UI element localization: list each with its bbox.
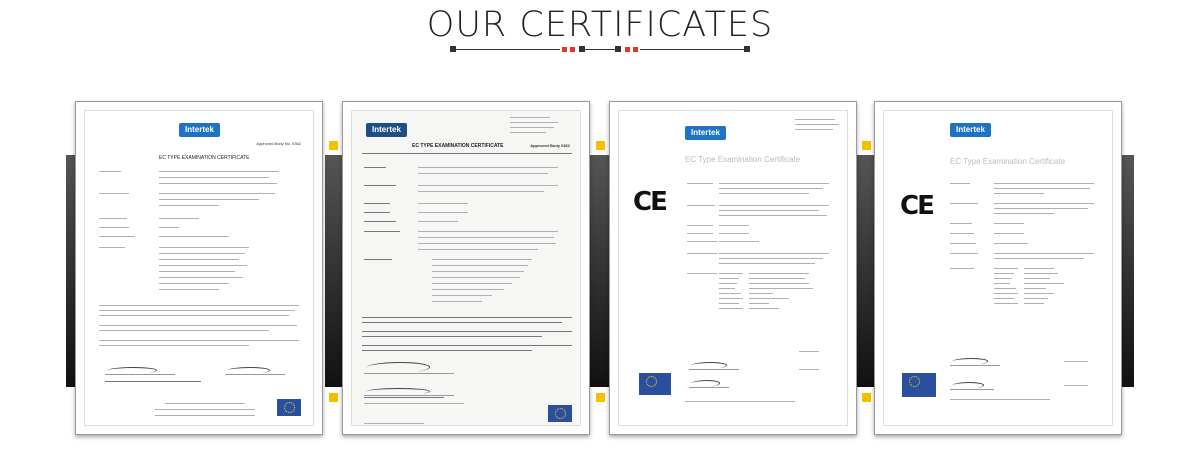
text-line xyxy=(362,336,542,337)
text-line xyxy=(364,259,392,260)
text-line xyxy=(99,340,299,341)
text-line xyxy=(155,409,255,410)
text-line xyxy=(159,259,239,260)
text-line xyxy=(994,188,1090,189)
text-line xyxy=(687,253,717,254)
intertek-logo: Intertek xyxy=(685,126,726,140)
text-line xyxy=(159,265,247,266)
text-line xyxy=(159,247,249,248)
certificate-card[interactable] xyxy=(874,101,1122,435)
intertek-logo: Intertek xyxy=(366,123,407,137)
text-line xyxy=(994,243,1028,244)
text-line xyxy=(362,153,572,154)
certificate-card[interactable] xyxy=(342,101,590,435)
text-line xyxy=(719,288,735,289)
text-line xyxy=(159,171,279,172)
accent-square xyxy=(862,141,871,150)
text-line xyxy=(364,231,400,232)
text-line xyxy=(799,351,819,352)
text-line xyxy=(994,303,1018,304)
signature xyxy=(225,366,285,375)
text-line xyxy=(432,283,512,284)
text-line xyxy=(159,253,245,254)
text-line xyxy=(418,212,468,213)
text-line xyxy=(159,271,235,272)
text-line xyxy=(165,403,245,404)
text-line xyxy=(1064,361,1088,362)
title-divider xyxy=(450,45,750,55)
text-line xyxy=(1024,303,1044,304)
text-line xyxy=(994,283,1010,284)
backdrop-shade xyxy=(857,155,875,387)
text-line xyxy=(99,325,297,326)
signature xyxy=(950,381,994,390)
text-line xyxy=(364,423,424,424)
backdrop-shade xyxy=(325,155,343,387)
text-line xyxy=(362,317,572,318)
certificate-card[interactable] xyxy=(75,101,323,435)
text-line xyxy=(105,381,201,382)
text-line xyxy=(432,295,492,296)
text-line xyxy=(719,210,819,211)
text-line xyxy=(719,233,749,234)
text-line xyxy=(418,167,558,168)
text-line xyxy=(994,183,1094,184)
text-line xyxy=(364,167,386,168)
signature xyxy=(105,366,175,375)
text-line xyxy=(719,283,737,284)
text-line xyxy=(687,225,713,226)
text-line xyxy=(418,243,556,244)
text-line xyxy=(719,241,759,242)
text-line xyxy=(432,265,528,266)
text-line xyxy=(99,315,289,316)
text-line xyxy=(719,183,829,184)
accent-square xyxy=(596,393,605,402)
text-line xyxy=(364,212,390,213)
intertek-logo: Intertek xyxy=(179,123,220,137)
text-line xyxy=(99,193,129,194)
text-line xyxy=(510,132,546,133)
text-line xyxy=(432,271,524,272)
accent-square xyxy=(596,141,605,150)
approved-body-number: Approved Body 0362 xyxy=(530,143,570,148)
text-line xyxy=(159,193,275,194)
text-line xyxy=(432,277,520,278)
text-line xyxy=(159,205,219,206)
text-line xyxy=(99,345,249,346)
eu-flag-icon xyxy=(639,373,671,395)
text-line xyxy=(99,227,129,228)
text-line xyxy=(749,293,773,294)
text-line xyxy=(432,259,532,260)
approved-body-number: Approved Body No. 0362 xyxy=(256,141,301,146)
text-line xyxy=(950,203,978,204)
certificate-paper xyxy=(618,110,848,426)
text-line xyxy=(994,298,1014,299)
text-line xyxy=(418,231,558,232)
text-line xyxy=(950,223,972,224)
text-line xyxy=(994,233,1024,234)
text-line xyxy=(795,119,835,120)
text-line xyxy=(687,233,713,234)
text-line xyxy=(159,277,243,278)
text-line xyxy=(99,247,125,248)
text-line xyxy=(950,268,974,269)
text-line xyxy=(159,199,259,200)
text-line xyxy=(950,399,1050,400)
text-line xyxy=(749,283,809,284)
text-line xyxy=(99,171,121,172)
text-line xyxy=(719,303,739,304)
text-line xyxy=(155,415,255,416)
text-line xyxy=(418,191,544,192)
eu-flag-icon xyxy=(548,405,572,422)
text-line xyxy=(99,305,299,306)
page-title: OUR CERTIFICATES xyxy=(426,5,774,45)
text-line xyxy=(795,129,833,130)
text-line xyxy=(719,253,829,254)
text-line xyxy=(1024,268,1054,269)
text-line xyxy=(364,221,396,222)
text-line xyxy=(510,117,550,118)
text-line xyxy=(719,273,743,274)
text-line xyxy=(418,221,458,222)
text-line xyxy=(950,243,976,244)
text-line xyxy=(994,273,1014,274)
text-line xyxy=(1064,385,1088,386)
certificate-paper xyxy=(351,110,581,426)
text-line xyxy=(362,345,572,346)
backdrop-shade xyxy=(588,155,610,387)
certificate-heading: EC Type Examination Certificate xyxy=(685,155,801,164)
text-line xyxy=(719,188,823,189)
text-line xyxy=(994,278,1012,279)
text-line xyxy=(159,227,179,228)
text-line xyxy=(362,322,562,323)
backdrop-shade xyxy=(1122,155,1134,387)
text-line xyxy=(749,278,805,279)
text-line xyxy=(994,253,1094,254)
text-line xyxy=(950,233,974,234)
text-line xyxy=(994,268,1018,269)
eu-flag-icon xyxy=(277,399,301,416)
text-line xyxy=(418,237,554,238)
text-line xyxy=(418,185,558,186)
text-line xyxy=(749,308,779,309)
certificate-heading: EC TYPE EXAMINATION CERTIFICATE xyxy=(412,143,504,149)
text-line xyxy=(687,273,717,274)
certificate-card[interactable] xyxy=(609,101,857,435)
text-line xyxy=(950,253,978,254)
text-line xyxy=(99,330,269,331)
text-line xyxy=(795,124,839,125)
text-line xyxy=(719,215,827,216)
text-line xyxy=(362,350,532,351)
text-line xyxy=(364,185,396,186)
text-line xyxy=(994,258,1084,259)
ce-mark-icon: CE xyxy=(900,191,933,221)
signature xyxy=(950,357,1000,366)
signature xyxy=(364,361,454,374)
text-line xyxy=(159,289,219,290)
text-line xyxy=(99,310,295,311)
text-line xyxy=(994,288,1016,289)
text-line xyxy=(159,177,269,178)
text-line xyxy=(719,298,743,299)
text-line xyxy=(418,249,538,250)
text-line xyxy=(364,403,464,404)
eu-flag-icon xyxy=(902,373,936,397)
text-line xyxy=(687,205,715,206)
text-line xyxy=(159,183,277,184)
text-line xyxy=(1024,293,1054,294)
text-line xyxy=(685,401,795,402)
text-line xyxy=(1024,298,1048,299)
text-line xyxy=(719,293,741,294)
text-line xyxy=(432,289,504,290)
text-line xyxy=(99,236,135,237)
text-line xyxy=(510,122,558,123)
signature xyxy=(364,387,454,396)
text-line xyxy=(994,208,1088,209)
text-line xyxy=(159,283,229,284)
text-line xyxy=(719,193,809,194)
text-line xyxy=(749,273,809,274)
signature xyxy=(689,379,729,388)
certificate-heading: EC Type Examination Certificate xyxy=(950,157,1066,166)
accent-square xyxy=(329,393,338,402)
text-line xyxy=(159,236,229,237)
intertek-logo: Intertek xyxy=(950,123,991,137)
text-line xyxy=(1024,288,1046,289)
text-line xyxy=(364,397,444,398)
text-line xyxy=(950,183,970,184)
text-line xyxy=(994,193,1044,194)
text-line xyxy=(432,301,482,302)
text-line xyxy=(719,263,815,264)
text-line xyxy=(994,213,1054,214)
text-line xyxy=(719,225,749,226)
text-line xyxy=(99,218,127,219)
text-line xyxy=(719,258,823,259)
text-line xyxy=(418,173,548,174)
certificate-heading: EC TYPE EXAMINATION CERTIFICATE xyxy=(159,155,250,161)
text-line xyxy=(799,369,819,370)
certificate-paper xyxy=(883,110,1113,426)
text-line xyxy=(749,288,813,289)
text-line xyxy=(687,241,717,242)
accent-square xyxy=(329,141,338,150)
text-line xyxy=(159,218,199,219)
text-line xyxy=(687,183,713,184)
text-line xyxy=(719,308,743,309)
text-line xyxy=(749,298,789,299)
text-line xyxy=(1024,273,1058,274)
text-line xyxy=(719,278,739,279)
text-line xyxy=(1024,278,1050,279)
text-line xyxy=(418,203,468,204)
text-line xyxy=(362,331,572,332)
signature xyxy=(689,361,739,370)
text-line xyxy=(719,205,829,206)
text-line xyxy=(994,293,1018,294)
text-line xyxy=(1024,283,1064,284)
text-line xyxy=(994,203,1094,204)
text-line xyxy=(510,127,554,128)
text-line xyxy=(994,223,1024,224)
text-line xyxy=(364,203,390,204)
text-line xyxy=(749,303,769,304)
ce-mark-icon: CE xyxy=(633,187,666,217)
certificate-paper xyxy=(84,110,314,426)
accent-square xyxy=(862,393,871,402)
